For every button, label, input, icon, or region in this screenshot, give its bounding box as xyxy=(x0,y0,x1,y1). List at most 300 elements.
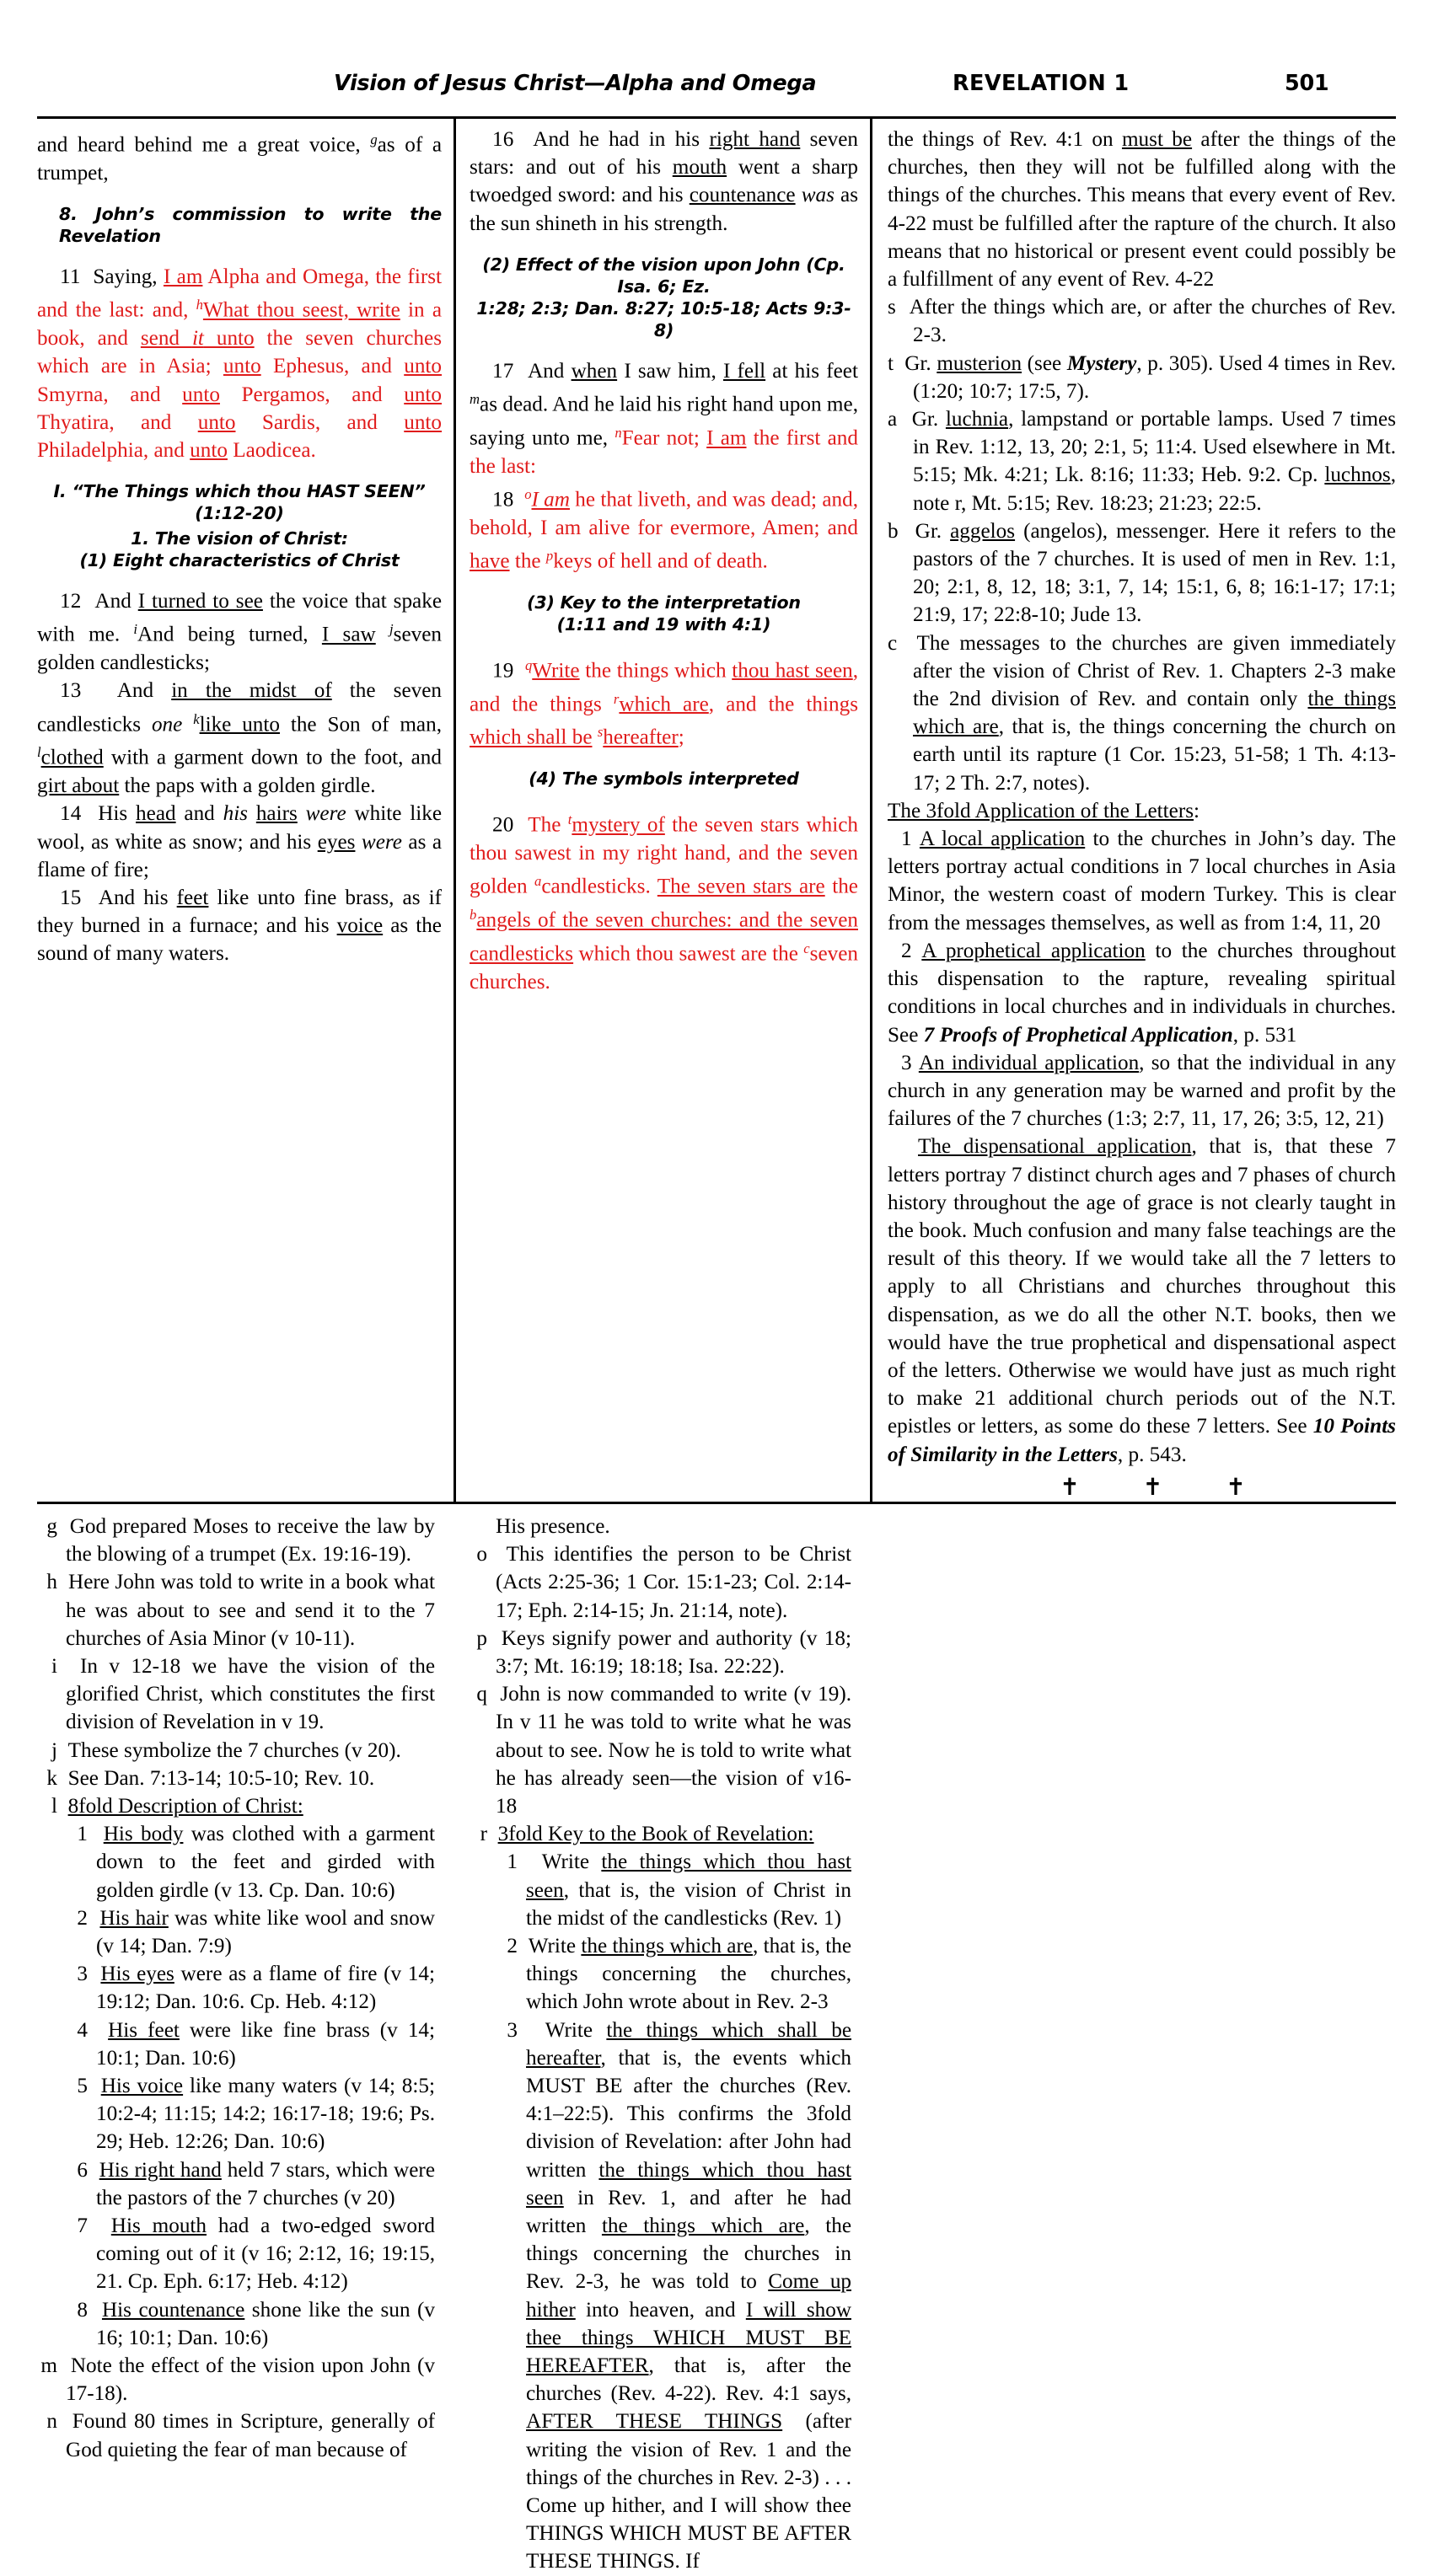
dispensational-paragraph xyxy=(888,1133,1396,1468)
footnote-ref-k[interactable]: k xyxy=(193,710,200,727)
note-b xyxy=(888,517,1396,629)
note-intro-u: must be xyxy=(1121,128,1193,151)
v12-c: And being turned, xyxy=(137,623,322,646)
v11-u4: unto xyxy=(223,355,261,378)
footnote-letter-q: q xyxy=(476,1683,487,1706)
note-t-bi: Mystery xyxy=(1066,351,1137,375)
v14-d xyxy=(298,802,306,825)
v10-text-b: as of a trumpet, xyxy=(37,133,442,185)
column-2 xyxy=(454,119,870,1502)
verse-number-20: 20 xyxy=(492,813,514,837)
application-2-a: to the churches throughout this dispensation to the rapture, revealing spiritual conditions in local churches and in individuals in churches. See xyxy=(888,939,1397,1047)
footnote-key-a-1: Write xyxy=(541,1850,602,1874)
footnote-letter-l: l xyxy=(51,1794,57,1818)
footnote-letter-j: j xyxy=(51,1738,57,1762)
footnote-text-r: 3fold Key to the Book of Revelation: xyxy=(497,1823,814,1846)
v20-u1: mystery of xyxy=(572,813,665,837)
v11-u2: What thou seest, write xyxy=(202,298,400,322)
application-heading-text: The 3fold Application of the Letters xyxy=(888,799,1194,822)
note-t-letter: t xyxy=(888,351,894,375)
verse-18 xyxy=(470,480,858,576)
footnote-carryover: His presence. xyxy=(496,1514,610,1538)
v11-j: Philadelphia, and xyxy=(37,438,191,462)
page-number: 501 xyxy=(1285,71,1329,96)
footnote-key-a-3: Write xyxy=(545,2018,607,2042)
footnote-sub-3 xyxy=(37,1960,435,2016)
verse-number-19: 19 xyxy=(492,659,514,683)
v11-f: Smyrna, and xyxy=(37,383,183,406)
note-a-u: luchnia xyxy=(945,408,1009,431)
footnote-sub-7 xyxy=(37,2212,435,2296)
footnote-tail-u4: I will show thee things WHICH MUST BE HEREAFTER xyxy=(526,2298,851,2378)
heading-2-line1: (2) Effect of the vision upon John (Cp. Isa. 6; Ez. xyxy=(482,254,845,297)
v11-u7: unto xyxy=(404,383,442,406)
footnote-sub-u-2: His hair xyxy=(99,1906,169,1930)
footnote-ref-j[interactable]: j xyxy=(389,621,394,638)
note-c-b: , that is, the things concerning the church on earth until its rapture (1 Cor. 15:23, 51-58; 1 Th. 4:13-17; 2 Th. 2:7, notes). xyxy=(913,715,1396,795)
verse-number-16: 16 xyxy=(492,128,514,151)
verse-number-17: 17 xyxy=(492,359,514,383)
v14-b: and xyxy=(175,802,223,826)
v15-u1: feet xyxy=(176,886,209,910)
application-heading xyxy=(888,797,1396,825)
application-2-num: 2 xyxy=(901,939,912,962)
v13-a: And xyxy=(116,679,172,703)
v14-i1: his xyxy=(223,802,248,826)
footnote-list-2 xyxy=(467,1513,851,2576)
footnote-tail-u3: Come up hither xyxy=(526,2270,852,2322)
note-t-u: musterion xyxy=(937,351,1022,375)
v20-f: seven churches. xyxy=(470,942,858,993)
footnote-ref-n[interactable]: n xyxy=(615,424,622,441)
v15-u2: voice xyxy=(336,914,384,938)
footnote-item-l xyxy=(37,1792,435,1820)
footnote-item-i xyxy=(37,1652,435,1737)
notes-body xyxy=(888,126,1396,1502)
v11-u8: unto xyxy=(197,410,236,434)
v15-b: like unto fine brass, as if they burned in a furnace; and his xyxy=(37,886,442,938)
footnote-column-1 xyxy=(37,1513,454,2576)
footnote-letter-p: p xyxy=(476,1626,487,1650)
verse-number-11: 11 xyxy=(60,265,81,289)
footnote-item-j xyxy=(37,1737,435,1765)
v11-g: Pergamos, and xyxy=(219,383,405,406)
v13-u3: clothed xyxy=(40,747,104,770)
footnote-sub-num-2: 2 xyxy=(77,1906,88,1930)
verse-16 xyxy=(470,126,858,238)
footnote-key-b-3: , that is, the events which MUST BE after the churches (Rev. 4:1–22:5). This confirms the 3fold division of Revelation: after John had written xyxy=(526,2046,851,2182)
footnote-ref-p[interactable]: p xyxy=(545,547,554,564)
v13-u2: like unto xyxy=(199,713,280,736)
v13-c: the Son of man, xyxy=(279,713,442,736)
application-2-b: , p. 531 xyxy=(1232,1023,1297,1047)
footnote-tail-u1: the things which thou hast seen xyxy=(526,2158,851,2209)
note-a-letter: a xyxy=(888,408,898,431)
v20-e: which thou sawest are the xyxy=(573,942,804,966)
footnote-ref-s[interactable]: s xyxy=(597,724,604,741)
footnote-sub-u-7: His mouth xyxy=(110,2215,207,2238)
footnote-sub-5 xyxy=(37,2072,435,2156)
footnote-ref-g[interactable]: g xyxy=(370,131,378,147)
verse-11 xyxy=(37,263,442,464)
v15-c: as the sound of many waters. xyxy=(37,914,442,966)
v16-u3: countenance xyxy=(689,184,796,207)
footnote-sub-num-4: 4 xyxy=(77,2018,88,2042)
footnote-text-l: 8fold Description of Christ: xyxy=(67,1794,303,1818)
note-s xyxy=(888,293,1396,349)
heading-I-1: 1. The vision of Christ: xyxy=(131,528,348,549)
v17-c: at his feet xyxy=(765,359,858,383)
footnote-sub-4 xyxy=(37,2016,435,2072)
footnote-sub-num-8: 8 xyxy=(77,2298,88,2322)
v16-b: seven stars: and out of his xyxy=(470,128,858,179)
verse-17 xyxy=(470,357,858,480)
heading-I-1-1: (1) Eight characteristics of Christ xyxy=(79,550,400,571)
v13-b: the seven candlesticks xyxy=(37,679,442,736)
v20-d: the xyxy=(824,876,858,899)
application-3 xyxy=(888,1049,1396,1133)
note-a-a: Gr. xyxy=(911,408,946,431)
footnote-key-2 xyxy=(467,1932,851,2016)
v16-c: went a sharp twoedged sword: and his xyxy=(470,156,858,207)
footnote-ref-h[interactable]: h xyxy=(196,297,203,313)
v18-u1: have xyxy=(470,549,510,573)
v20-a: The xyxy=(528,813,568,837)
verse-number-12: 12 xyxy=(60,590,82,613)
v15-a: And his xyxy=(98,886,177,910)
footnote-key-b-2: , that is, the things concerning the churches, which John wrote about in Rev. 2-3 xyxy=(526,1935,852,2014)
footnote-text-h: Here John was told to write in a book what he was about to see and send it to the 7 churches of Asia Minor (v 10-11). xyxy=(66,1571,435,1650)
note-t xyxy=(888,350,1396,405)
note-intro-b: after the things of the churches, then they will not be fulfilled along with the things of the churches. This means that every event of Rev. 4-22 must be fulfilled after the rapture of the church. It also means that no historical or present event could possibly be a fulfillment of any event of Rev. 4-22 xyxy=(888,128,1396,292)
verse-number-15: 15 xyxy=(60,886,82,910)
note-b-u: aggelos xyxy=(950,519,1016,543)
column-2-text xyxy=(470,126,858,996)
footnote-sub-text-2: was white like wool and snow (v 14; Dan. 7:9) xyxy=(96,1906,435,1957)
footnote-text-m: Note the effect of the vision upon John (v 17-18). xyxy=(66,2354,435,2406)
application-2 xyxy=(888,937,1396,1049)
note-c-letter: c xyxy=(888,631,898,655)
v19-u3: which are xyxy=(619,693,709,716)
footnote-sub-num-5: 5 xyxy=(77,2075,88,2098)
note-b-b: (angelos), messenger. Here it refers to the pastors of the 7 churches. It is used of men in Rev. 1:1, 20; 2:1, 8, 12, 18; 3:1, 7, 14; 15:1, 6, 8; 16:1-17; 17:1; 21:9, 17; 22:8-10; Jude 13. xyxy=(913,519,1397,627)
v13-e: the paps with a golden girdle. xyxy=(119,774,376,798)
running-head-book: REVELATION 1 xyxy=(953,71,1130,96)
heading-3-line2: (1:11 and 19 with 4:1) xyxy=(556,613,771,635)
v13-u4: girt about xyxy=(37,774,120,798)
verse-14 xyxy=(37,800,442,884)
v19-d: ; xyxy=(678,726,684,750)
v14-u1: head xyxy=(136,802,176,826)
v11-u3i: it xyxy=(191,327,204,351)
v16-e: as the sun shineth in his strength. xyxy=(470,184,859,235)
footnote-letter-o: o xyxy=(476,1543,487,1566)
dispensational-a: , that is, that these 7 letters portray 7 distinct church ages and 7 phases of church history throughout the age of grace is not clearly taught in the book. Much confusion and many false teachings are the result of this theory. If we would take all the 7 letters to apply to all Christians and churches throughout this dispensation, as we do all the other N.T. books, then we would have the true prophetical and dispensational aspect of the letters. Otherwise we would have just as much right to make 21 additional church periods out of the N.T. epistles or letters, as some do these 7 letters. See xyxy=(888,1135,1396,1438)
v17-f: the first and the last: xyxy=(470,426,858,478)
dispensational-u: The dispensational application xyxy=(918,1135,1192,1159)
application-heading-colon: : xyxy=(1194,799,1200,822)
v11-u5: unto xyxy=(404,355,443,378)
note-intro xyxy=(888,126,1396,293)
footnote-sub-u-6: His right hand xyxy=(99,2158,222,2182)
footnote-ref-q[interactable]: q xyxy=(524,656,533,673)
footnote-sub-num-1: 1 xyxy=(77,1823,88,1846)
v20-c: candlesticks. xyxy=(541,876,657,899)
verse-15 xyxy=(37,884,442,968)
footnote-column-2 xyxy=(454,1513,870,2576)
footnote-key-a-2: Write xyxy=(528,1935,582,1957)
application-3-text: , so that the individual in any church in any generation may be warned and profit by the failures of the 7 churches (1:3; 2:7, 11, 17, 26; 3:5, 12, 21) xyxy=(888,1051,1396,1131)
footnote-key-b-1: , that is, the vision of Christ in the midst of the candlesticks (Rev. 1) xyxy=(526,1878,851,1930)
footnote-tail-b: , the things concerning the churches in Rev. 2-3, he was told to xyxy=(526,2215,851,2294)
v16-u2: mouth xyxy=(672,156,727,179)
footnote-tail-u5: AFTER THESE THINGS xyxy=(526,2410,783,2434)
v10-text-a: and heard behind me a great voice, xyxy=(37,133,371,157)
footnote-ref-i[interactable]: i xyxy=(133,621,138,638)
heading-8: 8. John’s commission to write the Revelation xyxy=(59,204,442,247)
footnote-sub-8 xyxy=(37,2296,435,2352)
verse-number-18: 18 xyxy=(492,488,514,511)
verse-20 xyxy=(470,806,858,996)
footnote-tail-d: , that is, after the churches (Rev. 4-22). Rev. 4:1 says, xyxy=(526,2354,851,2406)
footnote-sub-text-8: shone like the sun (v 16; 10:1; Dan. 10:6) xyxy=(96,2298,435,2349)
v11-c: in a book, and xyxy=(37,298,442,351)
dispensational-bi: 10 Points of Similarity in the Letters xyxy=(888,1415,1396,1466)
application-1-u: A local application xyxy=(919,827,1086,851)
footnote-ref-m[interactable]: m xyxy=(470,391,480,408)
note-s-text: After the things which are, or after the churches of Rev. 2-3. xyxy=(909,296,1397,347)
footnote-letter-i: i xyxy=(51,1654,57,1678)
footnote-ref-t[interactable]: t xyxy=(567,811,572,828)
v17-u2: I fell xyxy=(722,359,766,383)
v17-d: as dead. And he laid his right hand upon me, saying unto me, xyxy=(470,393,858,450)
v11-u6: unto xyxy=(182,383,220,406)
footnote-ref-l[interactable]: l xyxy=(37,744,41,761)
footnote-sub-num-3: 3 xyxy=(77,1963,88,1986)
note-a-u2: luchnos xyxy=(1324,463,1391,487)
footnote-ref-b[interactable]: b xyxy=(470,907,477,924)
note-a xyxy=(888,405,1396,517)
footnote-key-1 xyxy=(467,1848,851,1932)
note-s-letter: s xyxy=(888,296,896,319)
footnote-letter-r: r xyxy=(480,1823,487,1846)
footnote-letter-m: m xyxy=(40,2354,57,2378)
footnote-item-r xyxy=(467,1820,851,1848)
v11-u10: unto xyxy=(190,438,228,462)
footnote-key-num-3: 3 xyxy=(507,2018,518,2042)
footnote-ref-c[interactable]: c xyxy=(803,940,810,957)
footnote-text-p: Keys signify power and authority (v 18; 3:7; Mt. 16:19; 18:18; Isa. 22:22). xyxy=(496,1626,851,1678)
heading-2-line2: 1:28; 2:3; Dan. 8:27; 10:5-18; Acts 9:3-8) xyxy=(476,297,851,340)
footnote-key-u-3: the things which shall be hereafter xyxy=(526,2018,852,2070)
v19-a: the things which xyxy=(579,659,733,683)
v11-u1: I am xyxy=(163,265,203,289)
footnote-item-k xyxy=(37,1765,435,1792)
footnote-band xyxy=(37,1504,1396,2576)
heading-4: (4) The symbols interpreted xyxy=(529,769,799,790)
note-t-b: (see xyxy=(1022,351,1067,375)
v11-b: Alpha and Omega, the first and the last: and, xyxy=(37,265,443,322)
v13-u1: in the midst of xyxy=(171,679,332,703)
footnote-item-o xyxy=(467,1540,851,1625)
footnote-key-u-2: the things which are xyxy=(581,1935,754,1957)
v12-d: seven golden candlesticks; xyxy=(37,623,443,675)
v17-e: Fear not; xyxy=(621,426,707,450)
v18-b: the xyxy=(509,549,546,573)
v12-b: the voice that spake with me. xyxy=(37,590,443,646)
note-c xyxy=(888,629,1396,797)
column-1 xyxy=(37,119,454,1502)
verse-number-13: 13 xyxy=(60,679,82,703)
footnote-column-3 xyxy=(870,1513,1396,2576)
column-1-text xyxy=(37,126,442,968)
application-1-text: to the churches in John’s day. The letters portray actual conditions in 7 local churches in Asia Minor, the western coast of modern Turkey. This is clear from the messages themselves, as well as from 1:4, 11, 20 xyxy=(888,827,1397,935)
v19-u2: thou hast seen xyxy=(732,659,853,683)
footnote-list-1 xyxy=(37,1513,435,2464)
column-3-notes xyxy=(870,119,1396,1502)
dispensational-b: , p. 543. xyxy=(1117,1443,1187,1466)
v14-a: His xyxy=(98,802,137,826)
v14-i2: were xyxy=(305,802,346,826)
v19-u1: Write xyxy=(532,659,580,683)
v18-i1: I am xyxy=(531,488,570,511)
footnote-text-q: John is now commanded to write (v 19). In v 11 he was told to write what he was about to see. Now he is told to write what he has already seen—the vision of v16-18 xyxy=(496,1683,852,1818)
verse-13 xyxy=(37,677,442,800)
footnote-text-k: See Dan. 7:13-14; 10:5-10; Rev. 10. xyxy=(67,1766,375,1790)
footnote-text-j: These symbolize the 7 churches (v 20). xyxy=(67,1738,401,1762)
v16-i1: was xyxy=(801,184,835,207)
v11-e: Ephesus, and xyxy=(260,355,405,378)
note-b-a: Gr. xyxy=(915,519,951,543)
verse-10-continuation xyxy=(37,126,442,187)
verse-12 xyxy=(37,587,442,677)
footnote-item-m xyxy=(37,2352,435,2407)
v13-d: with a garment down to the foot, and xyxy=(103,747,442,770)
v20-u3: angels of the seven churches: and the seven candlesticks xyxy=(470,908,858,966)
v11-a: Saying, xyxy=(93,265,164,289)
v14-u2: hairs xyxy=(255,802,298,826)
heading-I-label: I. “The Things which thou HAST SEEN” (1:12-20) xyxy=(53,481,426,524)
footnote-letter-g: g xyxy=(46,1514,57,1538)
v18-c: keys of hell and of death. xyxy=(553,549,768,573)
application-3-num: 3 xyxy=(901,1051,912,1074)
v16-u1: right hand xyxy=(709,128,801,151)
note-a-c: , note r, Mt. 5:15; Rev. 18:23; 21:23; 22:5. xyxy=(913,463,1396,515)
v14-g: as a flame of fire; xyxy=(37,830,442,881)
v18-a: he that liveth, and was dead; and, behold, I am alive for evermore, Amen; and xyxy=(470,488,858,539)
footnote-tail-e: (after writing the vision of Rev. 1 and the things of the churches in Rev. 2-3) . . . Come up hither, and I will show thee THINGS WHICH MUST BE AFTER THESE THINGS. If xyxy=(526,2410,851,2573)
footnote-letter-k: k xyxy=(46,1766,57,1790)
v19-u5: hereafter xyxy=(603,726,679,750)
v11-u9: unto xyxy=(404,410,443,434)
footnote-sub-u-8: His countenance xyxy=(101,2298,245,2322)
footnote-key-u-1: the things which thou hast seen xyxy=(526,1850,851,1902)
v17-b: I saw him, xyxy=(617,359,723,383)
footnote-sub-text-5: like many waters (v 14; 8:5; 10:2-4; 11:15; 14:2; 16:17-18; 19:6; Ps. 29; Heb. 12:26; Dan. 10:6) xyxy=(96,2075,435,2154)
footnote-tail-a: in Rev. 1, and after he had written xyxy=(526,2186,851,2238)
v19-c: , and the things xyxy=(708,693,858,716)
v14-u3: eyes xyxy=(317,830,356,854)
footnote-sub-2 xyxy=(37,1904,435,1960)
footnote-letter-h: h xyxy=(46,1571,57,1594)
application-3-u: An individual application xyxy=(918,1051,1140,1074)
v11-d: the seven churches which are in Asia; xyxy=(37,327,442,378)
footnote-key-num-1: 1 xyxy=(507,1850,518,1874)
application-2-u: A prophetical application xyxy=(921,939,1146,962)
verse-19 xyxy=(470,651,858,752)
footnote-text-g: God prepared Moses to receive the law by the blowing of a trumpet (Ex. 19:16-19). xyxy=(66,1514,436,1566)
footnote-ref-a[interactable]: a xyxy=(534,873,542,890)
application-1 xyxy=(888,825,1396,937)
v12-a: And xyxy=(94,590,138,613)
footnote-letter-n: n xyxy=(46,2410,57,2434)
cross-ornament: ✝ ✝ ✝ xyxy=(1060,1474,1275,1501)
footnote-sub-u-5: His voice xyxy=(100,2075,184,2098)
v19-b: , and the things xyxy=(470,659,859,716)
footnote-sub-text-6: held 7 stars, which were the pastors of the 7 churches (v 20) xyxy=(96,2158,435,2209)
footnote-sub-num-6: 6 xyxy=(77,2158,88,2182)
footnote-sub-num-7: 7 xyxy=(77,2215,88,2238)
v11-h: Thyatira, and xyxy=(37,410,198,434)
v11-u3b: unto xyxy=(203,327,255,351)
v12-u1: I turned to see xyxy=(137,590,263,613)
footnote-item-p xyxy=(467,1625,851,1680)
application-1-num: 1 xyxy=(901,827,912,851)
footnote-sub-u-3: His eyes xyxy=(100,1963,174,1986)
v20-u2: The seven stars are xyxy=(657,876,825,899)
footnote-ref-o[interactable]: o xyxy=(524,485,532,502)
v11-k: Laodicea. xyxy=(227,438,316,462)
heading-3-line1: (3) Key to the interpretation xyxy=(527,592,801,613)
note-c-u1: the things which are xyxy=(913,688,1396,739)
footnote-sub-u-4: His feet xyxy=(108,2018,180,2042)
footnote-sub-u-1: His body xyxy=(103,1823,184,1846)
application-2-bi: 7 Proofs of Prophetical Application xyxy=(923,1023,1233,1047)
footnote-sub-6 xyxy=(37,2156,435,2212)
note-t-a: Gr. xyxy=(904,351,937,375)
v17-u1: when xyxy=(571,359,618,383)
v14-f xyxy=(355,831,361,854)
footnote-ref-r[interactable]: r xyxy=(613,690,620,707)
footnote-tail-u2: the things which are xyxy=(601,2215,805,2238)
note-a-b: , lampstand or portable lamps. Used 7 times in Rev. 1:12, 13, 20; 2:1, 5; 11:4. Used elsewhere in Mt. 5:15; Mk. 4:21; Lk. 8:16; 11:33; Heb. 9:2. Cp. xyxy=(913,408,1396,487)
v20-b: the seven stars which thou sawest in my right hand, and the seven golden xyxy=(470,813,858,899)
running-head-title: Vision of Jesus Christ—Alpha and Omega xyxy=(334,71,817,96)
v16-a: And he had in his xyxy=(533,128,710,151)
v17-u3: I am xyxy=(706,426,747,450)
heading-I xyxy=(37,480,442,524)
footnote-item-h xyxy=(37,1568,435,1652)
footnote-key-3 xyxy=(467,2016,851,2576)
footnote-text-n: Found 80 times in Scripture, generally of God quieting the fear of man because of xyxy=(66,2410,436,2461)
v14-e: white like wool, as white as snow; and his xyxy=(37,802,443,854)
note-intro-a: the things of Rev. 4:1 on xyxy=(888,128,1122,151)
note-c-a: The messages to the churches are given immediately after the vision of Christ of Rev. 1. Chapters 2-3 make the 2nd division of Rev. and contain only xyxy=(913,631,1396,711)
footnote-sub-text-7: had a two-edged sword coming out of it (v 16; 2:12, 16; 19:15, 21. Cp. Eph. 6:17; Heb. 4:12) xyxy=(96,2215,435,2294)
footnote-text-i: In v 12-18 we have the vision of the glorified Christ, which constitutes the first division of Revelation in v 19. xyxy=(66,1654,436,1734)
v17-a: And xyxy=(527,359,572,383)
footnote-sub-1 xyxy=(37,1820,435,1904)
running-head xyxy=(37,71,1396,116)
footnote-tail-c: into heaven, and xyxy=(575,2298,746,2322)
v13-i1: one xyxy=(151,713,183,736)
v12-u2: I saw xyxy=(321,623,376,646)
footnote-sub-text-3: were as a flame of fire (v 14; 19:12; Dan. 10:6. Cp. Heb. 4:12) xyxy=(96,1963,435,2014)
footnote-sub-text-4: were like fine brass (v 14; 10:1; Dan. 10:6) xyxy=(96,2018,436,2070)
v16-d xyxy=(796,184,802,206)
note-b-letter: b xyxy=(888,519,899,543)
verse-number-14: 14 xyxy=(60,802,82,826)
